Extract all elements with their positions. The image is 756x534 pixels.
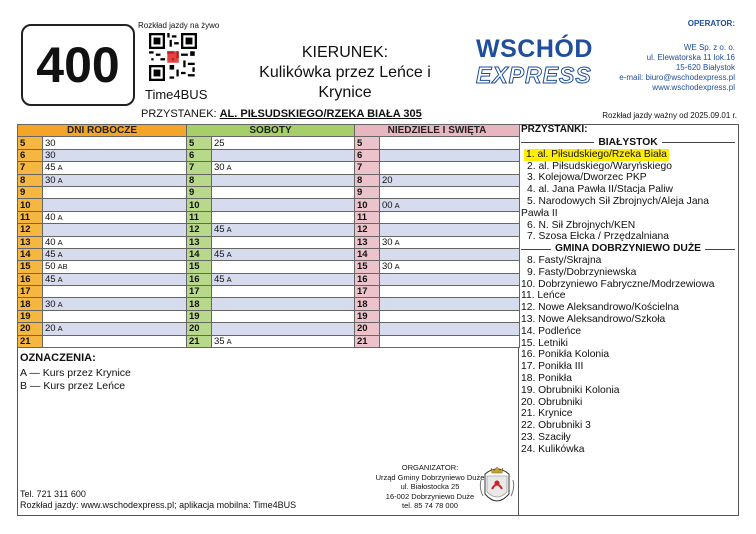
sunday-hour-cell: 18	[355, 298, 380, 310]
stop-line	[141, 108, 422, 120]
operator-line: 15-620 Białystok	[675, 63, 735, 72]
departure-flag: A	[57, 299, 63, 309]
stop-list-item: 18. Ponikła	[521, 372, 572, 384]
stop-list-item: 3. Kolejowa/Dworzec PKP	[527, 172, 647, 184]
saturday-header: SOBOTY	[187, 125, 355, 137]
sunday-minutes-cell	[380, 236, 520, 248]
logo-line-1: WSCHÓD	[476, 35, 593, 63]
saturday-hour-cell: 20	[187, 323, 212, 335]
saturday-minutes-cell	[212, 137, 355, 149]
stop-list-item: 7. Szosa Ełcka / Przędzalniana	[527, 231, 669, 243]
saturday-minutes-cell	[212, 149, 355, 161]
stop-value: AL. PIŁSUDSKIEGO/RZEKA BIAŁA 305	[219, 108, 422, 120]
saturday-hour-cell: 8	[187, 174, 212, 186]
departure-minutes: 40	[45, 211, 56, 223]
departure-minutes: 45	[45, 249, 56, 261]
table-row	[18, 199, 187, 211]
departure-minutes: 45	[214, 273, 225, 285]
stop-list-item-row	[521, 373, 735, 385]
sunday-minutes-cell	[380, 162, 520, 174]
organizer-line: ul. Białostocka 25	[400, 482, 460, 491]
sunday-hour-cell: 19	[355, 310, 380, 322]
departure-flag: A	[57, 237, 63, 247]
saturday-minutes-cell	[212, 236, 355, 248]
table-row	[355, 162, 520, 174]
weekday-minutes-cell	[43, 248, 187, 260]
section-name: GMINA DOBRZYNIEWO DUŻE	[554, 243, 702, 255]
table-row	[187, 335, 355, 347]
weekday-hour-cell: 21	[18, 335, 43, 347]
saturday-minutes-cell	[212, 211, 355, 223]
organizer-line: Urząd Gminy Dobrzyniewo Duże	[375, 472, 485, 482]
table-row	[355, 174, 520, 186]
saturday-hour-cell: 5	[187, 137, 212, 149]
departure-minutes: 50	[45, 261, 56, 273]
table-row	[187, 273, 355, 285]
legend-item-b: B — Kurs przez Leńce	[20, 380, 126, 392]
stop-list-item-row	[521, 279, 735, 291]
table-row	[187, 162, 355, 174]
sunday-hour-cell: 14	[355, 248, 380, 260]
saturday-minutes-cell	[212, 286, 355, 298]
stop-list-item: 23. Szaciły	[521, 431, 571, 443]
departure-flag: A	[394, 200, 400, 210]
section-name: BIAŁYSTOK	[598, 137, 658, 148]
stop-list-item-row	[521, 184, 735, 196]
table-row	[355, 149, 520, 161]
table-row	[18, 248, 187, 260]
divider	[521, 249, 551, 250]
stop-list-item: 2. al. Piłsudskiego/Waryńskiego	[527, 160, 672, 172]
table-row	[187, 137, 355, 149]
sunday-minutes-cell	[380, 199, 520, 211]
saturday-hour-cell: 14	[187, 248, 212, 260]
sunday-minutes-cell	[380, 273, 520, 285]
table-row	[355, 236, 520, 248]
table-row	[355, 137, 520, 149]
saturday-hour-cell: 13	[187, 236, 212, 248]
table-row	[187, 236, 355, 248]
weekday-hour-cell: 5	[18, 137, 43, 149]
saturday-minutes-cell	[212, 224, 355, 236]
weekday-minutes-cell	[43, 323, 187, 335]
sunday-minutes-cell	[380, 174, 520, 186]
current-stop: 1. al. Piłsudskiego/Rzeka Biała	[526, 148, 667, 160]
sunday-hour-cell: 13	[355, 236, 380, 248]
stop-list-item: 9. Fasty/Dobrzyniewska	[527, 266, 637, 278]
sunday-hour-cell: 11	[355, 211, 380, 223]
table-row	[187, 310, 355, 322]
sunday-minutes-cell	[380, 149, 520, 161]
departure-minutes: 45	[45, 273, 56, 285]
stop-list-item-row	[521, 220, 735, 232]
table-row	[18, 186, 187, 198]
weekday-minutes-cell	[43, 199, 187, 211]
divider	[521, 142, 594, 143]
table-row	[187, 248, 355, 260]
saturday-minutes-cell	[212, 261, 355, 273]
stop-list-item: 14. Podleńce	[521, 325, 582, 337]
sunday-minutes-cell	[380, 224, 520, 236]
departure-minutes: 20	[45, 323, 56, 335]
sunday-minutes-cell	[380, 186, 520, 198]
table-row	[187, 211, 355, 223]
sunday-hour-cell: 9	[355, 186, 380, 198]
operator-logo	[476, 36, 602, 92]
phone-number[interactable]: Tel. 721 311 600	[20, 489, 86, 499]
sunday-minutes-cell	[380, 248, 520, 260]
stop-list-item-row	[521, 385, 735, 397]
table-row	[355, 224, 520, 236]
direction-label: KIERUNEK:	[301, 44, 389, 61]
stop-list-item-row	[521, 432, 735, 444]
table-row	[18, 236, 187, 248]
valid-from: Rozkład jazdy ważny od 2025.09.01 r.	[602, 111, 737, 120]
departure-minutes: 30	[45, 298, 56, 310]
sunday-minutes-cell	[380, 211, 520, 223]
saturday-hour-cell: 10	[187, 199, 212, 211]
saturday-hour-cell: 18	[187, 298, 212, 310]
sunday-hour-cell: 15	[355, 261, 380, 273]
weekday-hour-cell: 16	[18, 273, 43, 285]
operator-line: ul. Elewatorska 11 lok.16	[646, 53, 735, 62]
weekday-minutes-cell	[43, 137, 187, 149]
sunday-minutes-cell	[380, 298, 520, 310]
weekday-minutes-cell	[43, 211, 187, 223]
table-row	[355, 323, 520, 335]
table-row	[355, 273, 520, 285]
table-row	[18, 323, 187, 335]
saturday-minutes-cell	[212, 323, 355, 335]
stop-list-item: 5. Narodowych Sił Zbrojnych/Aleja Jana Pawła II	[521, 195, 710, 219]
table-row	[187, 186, 355, 198]
table-row	[355, 248, 520, 260]
weekday-minutes-cell	[43, 286, 187, 298]
direction-heading	[250, 43, 440, 103]
route-number: 400	[36, 37, 120, 93]
weekday-hour-cell: 10	[18, 199, 43, 211]
operator-email[interactable]: e-mail: biuro@wschodexpress.pl	[619, 73, 735, 82]
sunday-minutes-cell	[380, 261, 520, 273]
stop-list-item-row	[521, 172, 735, 184]
saturday-hour-cell: 6	[187, 149, 212, 161]
stop-list-item-row	[521, 161, 735, 173]
saturday-minutes-cell	[212, 248, 355, 260]
table-row	[187, 174, 355, 186]
weekday-minutes-cell	[43, 298, 187, 310]
departure-minutes: 00	[382, 199, 393, 211]
stop-list-item: 12. Nowe Aleksandrowo/Kościelna	[521, 302, 679, 314]
weekday-hour-cell: 19	[18, 310, 43, 322]
sunday-hour-cell: 17	[355, 286, 380, 298]
saturday-minutes-cell	[212, 186, 355, 198]
weekday-minutes-cell	[43, 236, 187, 248]
divider	[705, 249, 735, 250]
sunday-hour-cell: 10	[355, 199, 380, 211]
sunday-minutes-cell	[380, 335, 520, 347]
departure-minutes: 30	[45, 137, 56, 149]
weekday-minutes-cell	[43, 162, 187, 174]
saturday-hour-cell: 16	[187, 273, 212, 285]
table-row	[18, 335, 187, 347]
stop-list-item: 24. Kulikówka	[521, 443, 585, 455]
table-row	[187, 224, 355, 236]
weekday-hour-cell: 17	[18, 286, 43, 298]
departure-flag: A	[57, 175, 63, 185]
departure-minutes: 30	[45, 174, 56, 186]
table-row	[18, 273, 187, 285]
departure-flag: A	[57, 324, 63, 334]
stops-section-header	[521, 137, 735, 149]
saturday-minutes-cell	[212, 273, 355, 285]
stop-list-item-row	[521, 397, 735, 409]
sunday-hour-cell: 8	[355, 174, 380, 186]
table-row	[187, 323, 355, 335]
stop-list-item-row	[521, 302, 735, 314]
weekday-minutes-cell	[43, 149, 187, 161]
saturday-hour-cell: 19	[187, 310, 212, 322]
departure-minutes: 40	[45, 236, 56, 248]
stops-list	[521, 137, 735, 456]
weekday-hour-cell: 13	[18, 236, 43, 248]
table-row	[355, 335, 520, 347]
stop-list-item: 15. Letniki	[521, 337, 568, 349]
sunday-hour-cell: 20	[355, 323, 380, 335]
departure-flag: A	[226, 225, 232, 235]
departure-flag: A	[226, 163, 232, 173]
stop-label: PRZYSTANEK:	[141, 108, 217, 120]
table-row	[187, 261, 355, 273]
departure-minutes: 30	[45, 149, 56, 161]
stop-list-item: 20. Obrubniki	[521, 396, 583, 408]
table-row	[18, 162, 187, 174]
organizer-line: ORGANIZATOR:	[401, 463, 459, 472]
live-timetable-label: Rozkład jazdy na żywo	[138, 21, 220, 30]
stop-list-item-row	[521, 196, 735, 220]
legend-item-a: A — Kurs przez Krynice	[20, 367, 131, 379]
coat-of-arms-icon	[477, 462, 517, 510]
weekday-minutes-cell	[43, 261, 187, 273]
departure-flag: A	[226, 274, 232, 284]
stop-list-item-row	[521, 338, 735, 350]
sunday-hour-cell: 21	[355, 335, 380, 347]
table-row	[18, 261, 187, 273]
table-row	[355, 186, 520, 198]
departure-minutes: 45	[214, 224, 225, 236]
departure-minutes: 20	[382, 174, 393, 186]
weekday-table	[17, 124, 187, 348]
weekday-header: DNI ROBOCZE	[18, 125, 187, 137]
saturday-minutes-cell	[212, 162, 355, 174]
stop-list-item: 17. Ponikła III	[521, 361, 584, 373]
saturday-hour-cell: 17	[187, 286, 212, 298]
stops-title: PRZYSTANKI:	[521, 124, 588, 135]
departure-flag: A	[57, 212, 63, 222]
saturday-minutes-cell	[212, 199, 355, 211]
stop-list-item: 19. Obrubniki Kolonia	[521, 384, 620, 396]
stop-list-item: 6. N. Sił Zbrojnych/KEN	[527, 219, 636, 231]
saturday-table	[186, 124, 355, 348]
sunday-minutes-cell	[380, 286, 520, 298]
departure-flag: A	[394, 237, 400, 247]
departure-minutes: 30	[214, 162, 225, 174]
divider	[662, 142, 735, 143]
table-row	[187, 199, 355, 211]
sunday-hour-cell: 5	[355, 137, 380, 149]
table-row	[355, 310, 520, 322]
sunday-hour-cell: 12	[355, 224, 380, 236]
stop-list-item-row	[521, 231, 735, 243]
weekday-minutes-cell	[43, 310, 187, 322]
departure-minutes: 30	[382, 236, 393, 248]
weekday-hour-cell: 9	[18, 186, 43, 198]
logo-line-2: EXPRESS	[476, 62, 592, 88]
weekday-minutes-cell	[43, 174, 187, 186]
stop-list-item-row	[521, 444, 735, 456]
table-row	[355, 298, 520, 310]
weekday-hour-cell: 7	[18, 162, 43, 174]
stop-list-item-row	[521, 267, 735, 279]
table-row	[18, 149, 187, 161]
sunday-minutes-cell	[380, 310, 520, 322]
sunday-hour-cell: 7	[355, 162, 380, 174]
stop-list-item: 11. Leńce	[521, 290, 566, 302]
table-row	[18, 224, 187, 236]
stop-list-item-row	[521, 349, 735, 361]
table-row	[355, 199, 520, 211]
table-row	[355, 211, 520, 223]
stop-list-item-row	[521, 314, 735, 326]
weekday-hour-cell: 14	[18, 248, 43, 260]
departure-flag: A	[226, 250, 232, 260]
app-name: Time4BUS	[145, 87, 208, 102]
departure-minutes: 45	[214, 249, 225, 261]
table-row	[187, 286, 355, 298]
table-row	[355, 261, 520, 273]
saturday-hour-cell: 11	[187, 211, 212, 223]
weekday-minutes-cell	[43, 273, 187, 285]
stop-list-item-row	[521, 326, 735, 338]
route-number-box	[21, 24, 135, 106]
weekday-minutes-cell	[43, 224, 187, 236]
departure-minutes: 25	[214, 137, 225, 149]
stop-list-item-row	[521, 290, 735, 302]
weekday-hour-cell: 20	[18, 323, 43, 335]
departure-flag: A	[57, 163, 63, 173]
table-row	[18, 298, 187, 310]
sunday-hour-cell: 6	[355, 149, 380, 161]
sunday-header: NIEDZIELE I ŚWIĘTA	[355, 125, 520, 137]
weekday-hour-cell: 8	[18, 174, 43, 186]
weekday-hour-cell: 18	[18, 298, 43, 310]
departure-flag: A	[57, 274, 63, 284]
stop-list-item-row	[521, 149, 735, 161]
weekday-hour-cell: 15	[18, 261, 43, 273]
departure-flag: A	[394, 262, 400, 272]
table-row	[18, 211, 187, 223]
stop-list-item: 10. Dobrzyniewo Fabryczne/Modrzewiowa	[521, 278, 715, 290]
organizer-line: 16-002 Dobrzyniewo Duże	[385, 491, 475, 501]
stop-list-item: 22. Obrubniki 3	[521, 420, 591, 432]
saturday-hour-cell: 9	[187, 186, 212, 198]
saturday-hour-cell: 7	[187, 162, 212, 174]
sunday-hour-cell: 16	[355, 273, 380, 285]
saturday-hour-cell: 15	[187, 261, 212, 273]
saturday-hour-cell: 12	[187, 224, 212, 236]
operator-label: OPERATOR:	[687, 19, 735, 28]
operator-contact	[590, 43, 735, 93]
stops-section-header	[521, 243, 735, 255]
sunday-minutes-cell	[380, 137, 520, 149]
stop-list-item-row	[521, 361, 735, 373]
stop-list-item-row	[521, 408, 735, 420]
table-row	[18, 286, 187, 298]
organizer-line: tel. 85 74 78 000	[402, 501, 458, 510]
departure-minutes: 30	[382, 261, 393, 273]
table-row	[187, 298, 355, 310]
stop-list-item: 8. Fasty/Skrajna	[527, 254, 602, 266]
weekday-hour-cell: 6	[18, 149, 43, 161]
stop-list-item-row	[521, 420, 735, 432]
saturday-minutes-cell	[212, 335, 355, 347]
sunday-table	[354, 124, 520, 348]
direction-value: Kulikówka przez Leńce i Krynice	[259, 64, 431, 101]
saturday-minutes-cell	[212, 174, 355, 186]
weekday-minutes-cell	[43, 186, 187, 198]
stop-list-item-row	[521, 255, 735, 267]
table-row	[18, 137, 187, 149]
departure-minutes: 35	[214, 335, 225, 347]
weekday-hour-cell: 11	[18, 211, 43, 223]
saturday-hour-cell: 21	[187, 335, 212, 347]
departure-minutes: 45	[45, 162, 56, 174]
sunday-minutes-cell	[380, 323, 520, 335]
weekday-hour-cell: 12	[18, 224, 43, 236]
saturday-minutes-cell	[212, 310, 355, 322]
table-row	[187, 149, 355, 161]
table-row	[18, 310, 187, 322]
stop-list-item: 4. al. Jana Pawła II/Stacja Paliw	[527, 184, 673, 196]
qr-code-icon[interactable]	[149, 33, 197, 81]
operator-website[interactable]: www.wschodexpress.pl	[652, 83, 735, 92]
legend-title: OZNACZENIA:	[20, 352, 96, 364]
website-info[interactable]: Rozkład jazdy: www.wschodexpress.pl; aplikacja mobilna: Time4BUS	[20, 500, 297, 510]
departure-flag: AB	[57, 262, 68, 272]
departure-flag: A	[57, 250, 63, 260]
departure-flag: A	[226, 336, 232, 346]
table-row	[355, 286, 520, 298]
weekday-minutes-cell	[43, 335, 187, 347]
saturday-minutes-cell	[212, 298, 355, 310]
stop-list-item: 16. Ponikła Kolonia	[521, 349, 610, 361]
table-row	[18, 174, 187, 186]
stop-list-item: 13. Nowe Aleksandrowo/Szkoła	[521, 313, 666, 325]
operator-line: WE Sp. z o. o.	[683, 43, 735, 52]
stop-list-item: 21. Krynice	[521, 408, 573, 420]
